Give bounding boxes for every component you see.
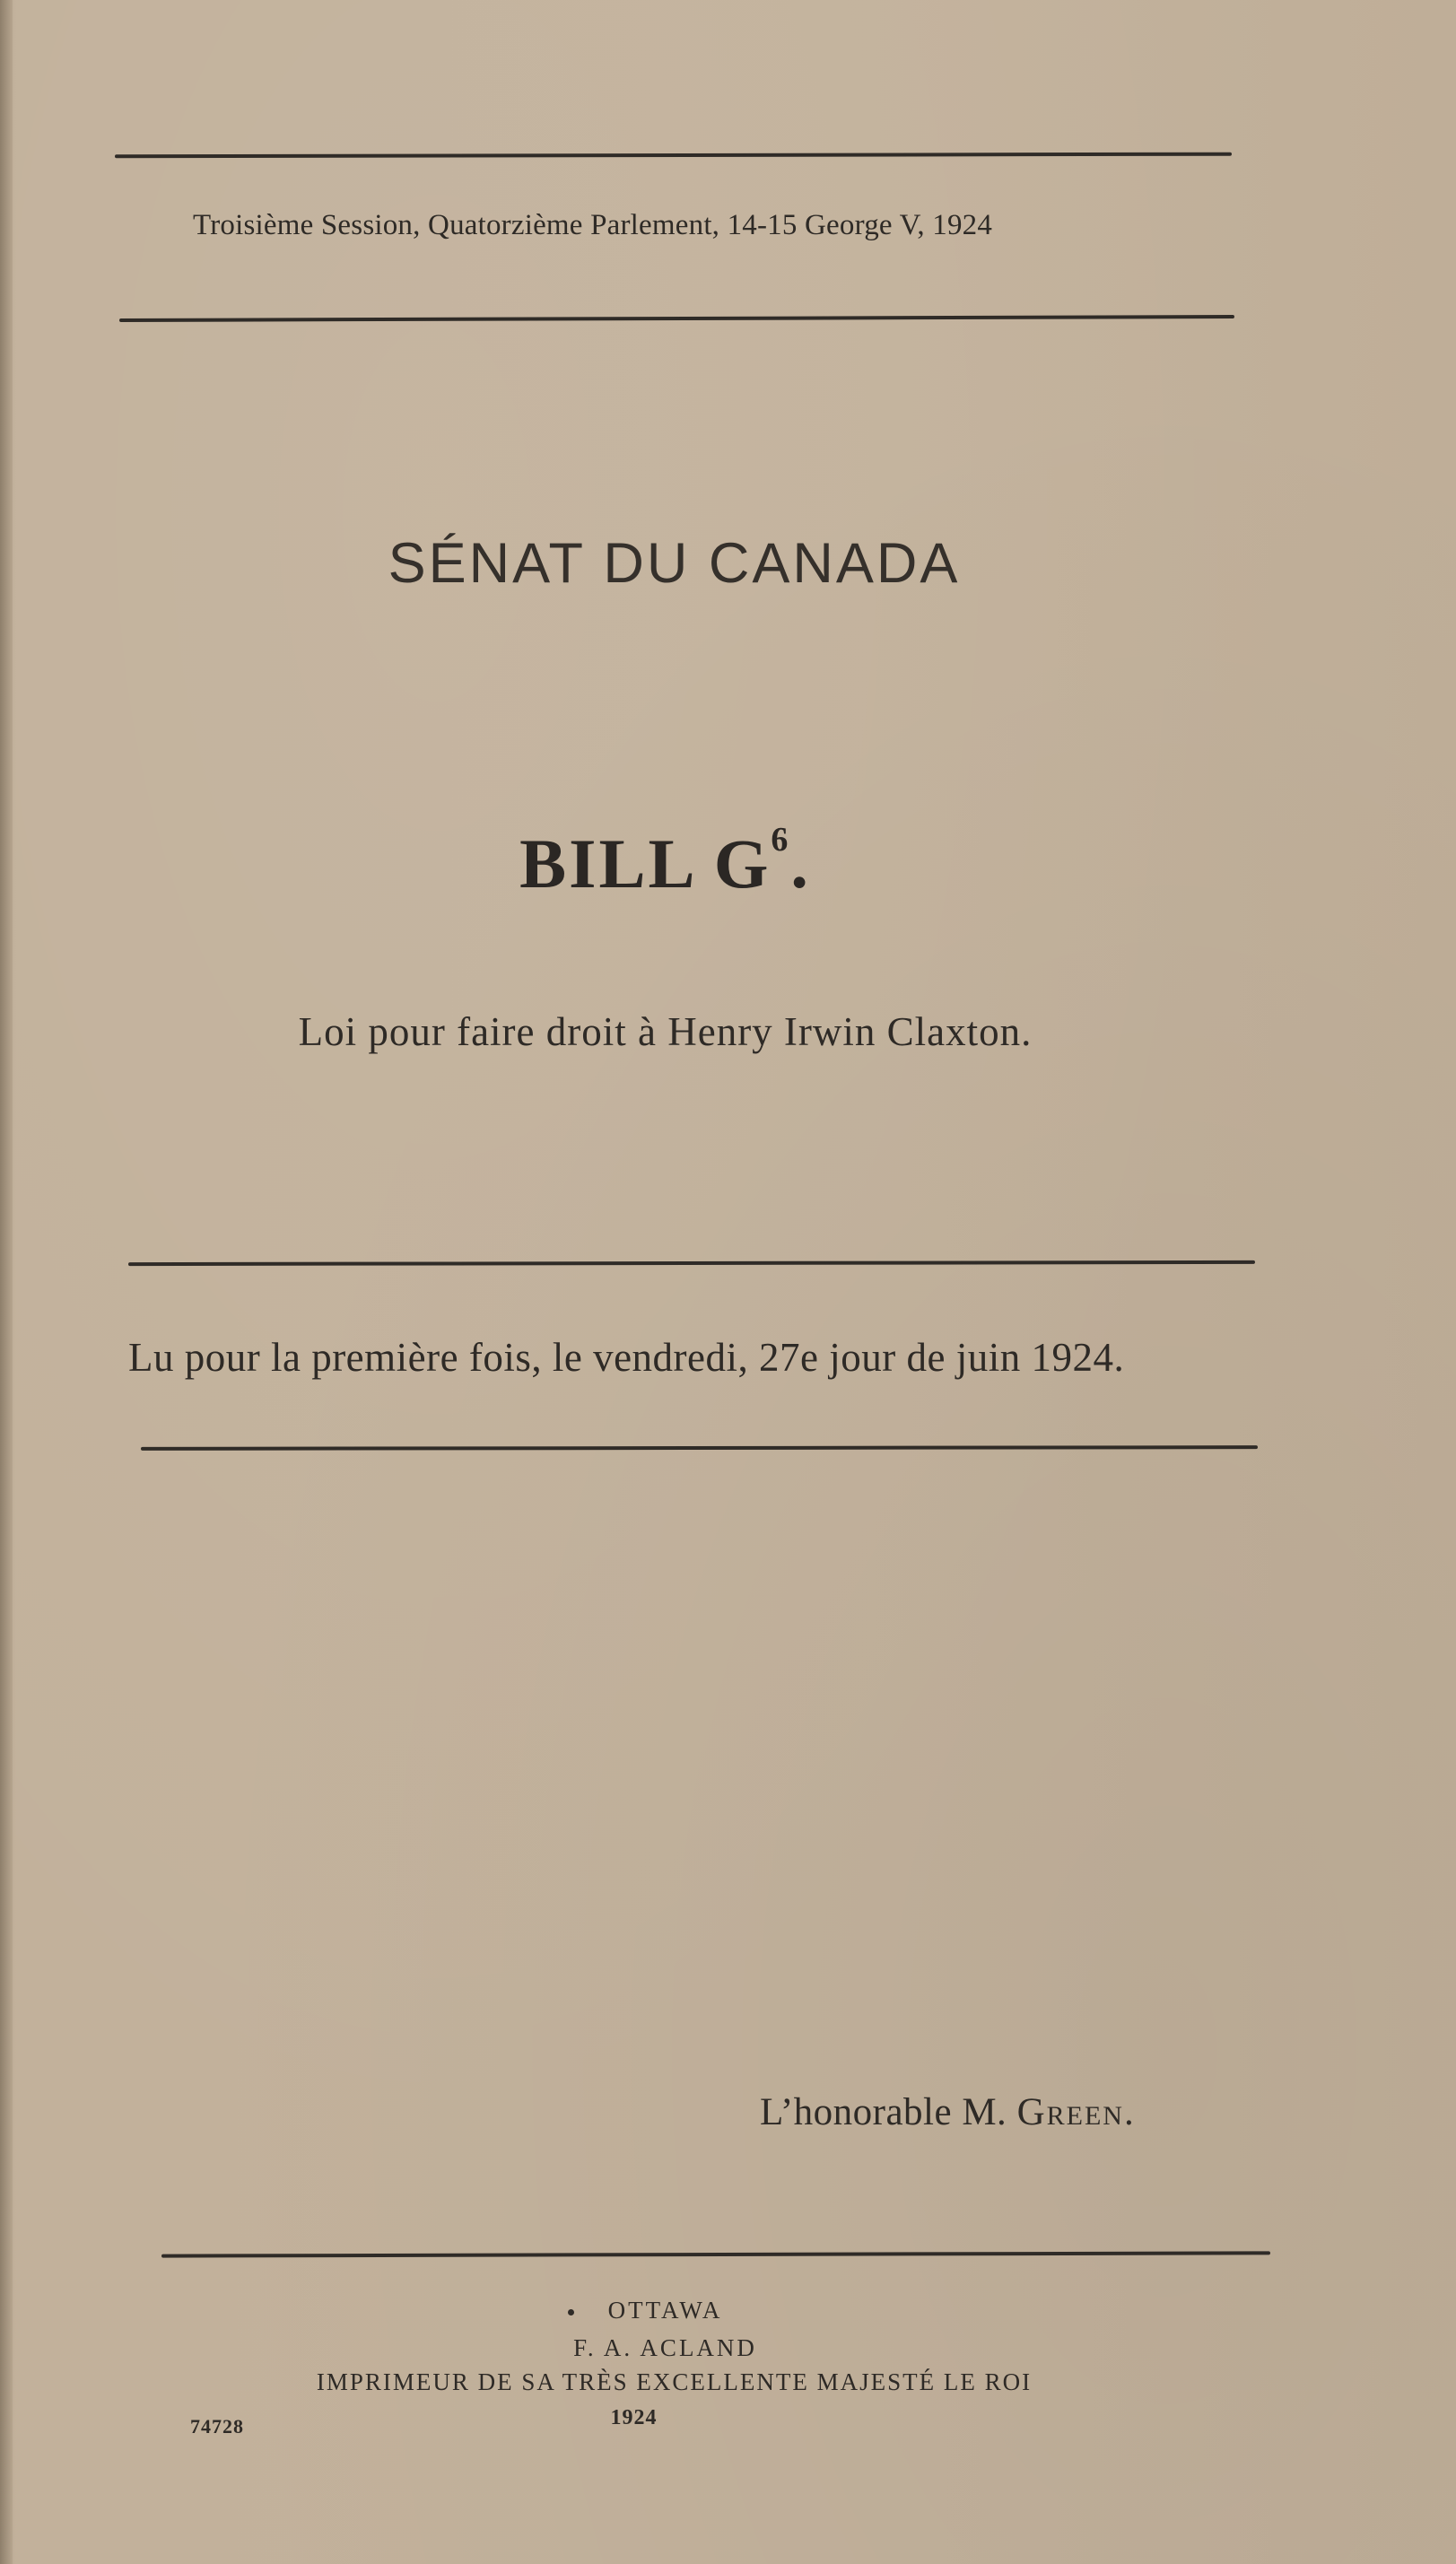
imprint-place: OTTAWA	[607, 2297, 723, 2324]
bill-title-superscript: 6	[771, 821, 791, 859]
bill-title	[0, 821, 1456, 904]
bottom-rule	[161, 2251, 1270, 2257]
first-reading-line: Lu pour la première fois, le vendredi, 27e jour de juin 1924.	[128, 1335, 1125, 1380]
middle-rule-upper	[128, 1260, 1255, 1266]
senate-heading: SÉNAT DU CANADA	[388, 532, 961, 595]
imprint-year: 1924	[610, 2406, 658, 2429]
sponsor-name: Green.	[1016, 2091, 1136, 2133]
middle-rule-lower	[141, 1445, 1258, 1451]
bill-title-prefix: BILL G	[519, 824, 772, 903]
sponsor-line	[760, 2090, 1136, 2134]
bill-title-suffix: .	[790, 824, 811, 903]
page-binding-edge	[0, 0, 13, 2564]
session-line: Troisième Session, Quatorzième Parlement, 14-15 George V, 1924	[193, 209, 993, 241]
sponsor-prefix: L’honorable M.	[760, 2091, 1017, 2133]
imprint-printer-title: IMPRIMEUR DE SA TRÈS EXCELLENTE MAJESTÉ LE ROI	[316, 2368, 1033, 2395]
top-rule-upper	[115, 153, 1232, 159]
top-rule-lower	[119, 315, 1234, 322]
act-title: Loi pour faire droit à Henry Irwin Claxton.	[298, 1009, 1033, 1054]
print-number: 74728	[190, 2415, 244, 2438]
imprint-printer: F. A. ACLAND	[573, 2334, 757, 2361]
